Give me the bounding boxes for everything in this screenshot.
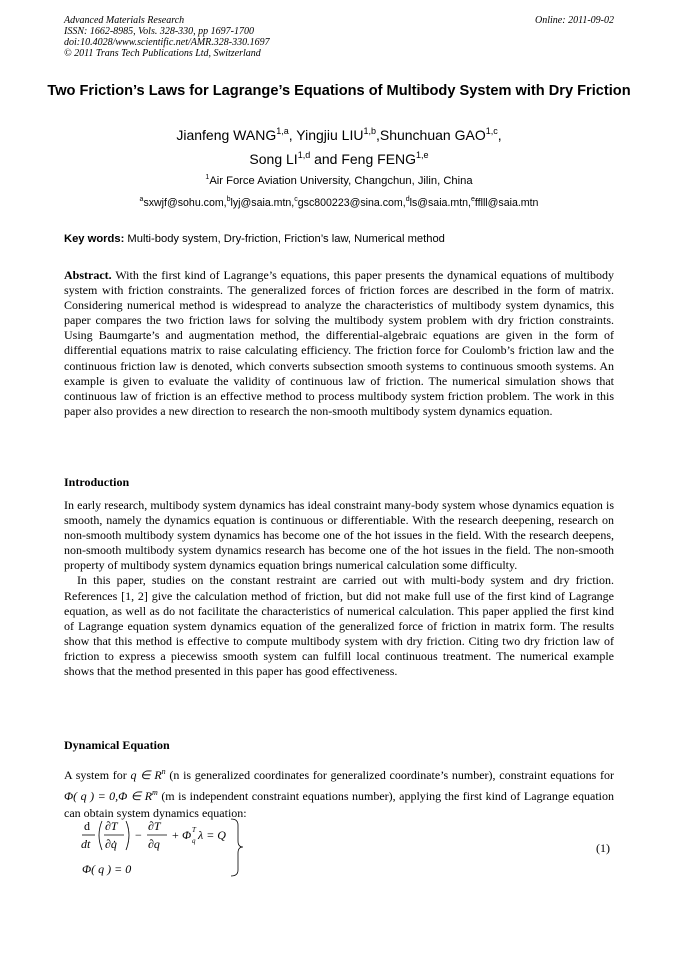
eq-plus: + (172, 828, 179, 842)
email-link[interactable]: ls@saia.mtn, (409, 197, 471, 209)
paragraph: In this paper, studies on the constant restraint are carried out with multi-body system and dry friction. References [1, 2] give the calculation method of friction, but did not make full use of the first kind of Lagrange equation, as well as do not facilitate the characteristics of numerical calculation. This paper applied the first kind of Lagrange equation system dynamics equation of the generalized force of friction in matrix form. The results show that this method is effective to compute multibody system with dry friction. Citing two dry friction law of friction to express a piecewiss smooth system can fulfill local continuous treatment. The numerical example shows that the method presented in this paper has good effectiveness. (64, 573, 614, 679)
doi-line: doi:10.4028/www.scientific.net/AMR.328-330.1697 (64, 37, 270, 48)
eq-dt: dt (81, 837, 91, 851)
section-heading-introduction: Introduction (64, 475, 130, 489)
keywords (64, 232, 624, 246)
dynamical-body: A system for q ∈ $R^n$ (n is generalized coordinates for generalized coordinate’s number), constraint equations for Φ( q ) = 0,Φ ∈ $R^m$ (m is independent constraint equations number), applying the first kind of Lagrange equation can obtain system dynamics equation: (64, 767, 614, 821)
eq-phi-sup: T (192, 826, 196, 834)
email-link[interactable]: sxwjf@sohu.com, (143, 197, 227, 209)
author: Shunchuan GAO$^{1,c}$, (379, 126, 502, 143)
issn-line: ISSN: 1662-8985, Vols. 328-330, pp 1697-1700 (64, 26, 254, 37)
eq-phi-sub: q (192, 837, 196, 845)
equation-number: (1) (596, 841, 610, 855)
introduction-body (64, 498, 614, 679)
email-link[interactable]: lyj@saia.mtn, (230, 197, 295, 209)
author-list (40, 123, 638, 171)
journal-name: Advanced Materials Research (64, 15, 185, 26)
eq-partial-q: ∂q (148, 837, 160, 851)
abstract (64, 268, 614, 419)
equation-graphic (80, 817, 260, 879)
section-heading-dynamical: Dynamical Equation (64, 738, 170, 752)
online-date: Online: 2011-09-02 (535, 15, 614, 26)
abstract-text: With the first kind of Lagrange’s equations, this paper presents the dynamical equations of multibody system with friction constraints. The generalized forces of friction forces are described in the form of matrix. Considering numerical method is widespread to analyze the characteristics of multibody system dynamics, this paper compares the two friction laws for solving the multibody system problem with dry friction constraints. Using Baumgarte’s and augmentation method, the differential-algebraic equations are given in the form of differential equations matrix to raise calculating efficiency. The friction force for Coulomb’s friction law and the continuous friction law is denoted, which converts subsection smooth systems to continuous smooth systems. An example is given to evaluate the validity of continuous law of friction. The numerical simulation shows that continuous law of friction is an effective method to process multibody system friction problem. The work in this paper also provides a new direction to research the non-smooth multibody system dynamics equation. (64, 268, 614, 418)
author: Feng FENG$^{1,e}$ (341, 150, 429, 167)
eq-partial-T: ∂T (105, 819, 118, 833)
author: Jianfeng WANG$^{1,a}$, (176, 126, 297, 143)
affiliation: $^1$Air Force Aviation University, Changchun, Jilin, China (205, 174, 473, 187)
email-link[interactable]: fflll@saia.mtn (474, 197, 539, 209)
abstract-label: Abstract. (64, 268, 112, 282)
author-emails: $^a$sxwjf@sohu.com,$^b$lyj@saia.mtn,$^c$gsc800223@sina.com,$^d$ls@saia.mtn,$^e$fflll@saia.mtn (139, 196, 539, 209)
keywords-label: Key words: (64, 233, 125, 245)
copyright-line: © 2011 Trans Tech Publications Ltd, Switzerland (64, 48, 261, 59)
paper-title: Two Friction’s Laws for Lagrange’s Equations of Multibody System with Dry Friction (47, 83, 631, 99)
paragraph: In early research, multibody system dynamics has ideal constraint many-body system whose dynamics equation is smooth, namely the dynamics equation is continuous or differentiable. With the research deepening, research on non-smooth multibody system dynamics has become one of the hot issues in the field. With the research deepens, non-smooth multibody system dynamics research has become one of the hot issues in the field. The non-smooth property of multibody system dynamics equation brings numerical calculation some difficulty. (64, 498, 614, 573)
eq-line2: Φ( q ) = 0 (82, 862, 132, 876)
author: Yingjiu LIU$^{1,b}$, (296, 126, 380, 143)
journal-header (64, 15, 616, 59)
equation-1 (80, 817, 610, 879)
eq-lambda: λ = Q (198, 828, 226, 842)
eq-partial-T2: ∂T (148, 819, 161, 833)
email-link[interactable]: gsc800223@sina.com, (297, 197, 406, 209)
keywords-text: Multi-body system, Dry-friction, Friction’s law, Numerical method (127, 233, 445, 245)
eq-partial-qdot: ∂q̇ (105, 837, 117, 851)
eq-d: d (84, 819, 90, 833)
inline-math: Φ( q ) = 0,Φ ∈ $R^m$ (64, 788, 158, 804)
author: Song LI$^{1,d}$ and (249, 150, 342, 167)
eq-minus: − (135, 828, 142, 842)
eq-phi: Φ (182, 828, 192, 842)
inline-math: q ∈ $R^n$ (130, 767, 166, 782)
